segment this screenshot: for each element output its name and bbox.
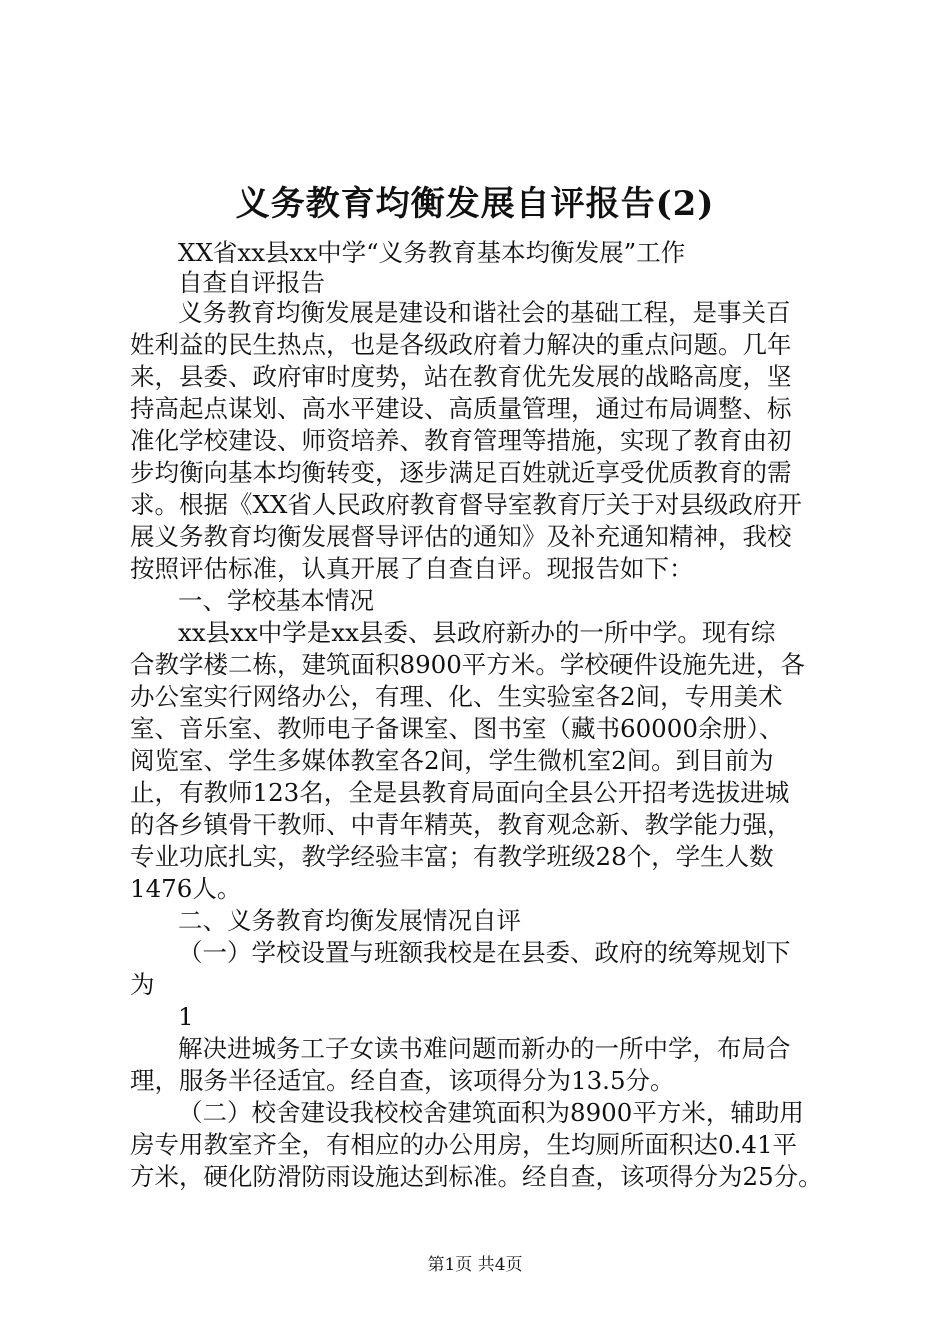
text-line: 合教学楼二栋，建筑面积8900平方米。学校硬件设施先进，各 xyxy=(130,650,805,679)
text-line: 持高起点谋划、高水平建设、高质量管理，通过布局调整、标 xyxy=(130,394,792,423)
page-footer: 第1页 共4页 xyxy=(427,1255,523,1275)
text-line: （一）学校设置与班额我校是在县委、政府的统筹规划下 xyxy=(178,938,791,967)
text-line: 专业功底扎实，教学经验丰富；有教学班级28个，学生人数 xyxy=(130,842,774,871)
text-line: XX省xx县xx中学“义务教育基本均衡发展”工作 xyxy=(178,238,686,267)
text-line: xx县xx中学是xx县委、县政府新办的一所中学。现有综 xyxy=(178,618,776,647)
text-line: 止，有教师123名，全是县教育局面向全县公开招考选拔进城 xyxy=(130,778,790,807)
text-line: 按照评估标准，认真开展了自查自评。现报告如下： xyxy=(130,554,694,583)
text-line: 来，县委、政府审时度势，站在教育优先发展的战略高度，坚 xyxy=(130,362,792,391)
text-line: 准化学校建设、师资培养、教育管理等措施，实现了教育由初 xyxy=(130,426,792,455)
text-line: 义务教育均衡发展是建设和谐社会的基础工程，是事关百 xyxy=(178,298,791,327)
text-line: 自查自评报告 xyxy=(178,268,325,297)
document-title: 义务教育均衡发展自评报告(2) xyxy=(235,184,715,224)
text-line: 方米，硬化防滑防雨设施达到标准。经自查，该项得分为25分。 xyxy=(130,1162,823,1191)
text-line: （二）校舍建设我校校舍建筑面积为8900平方米，辅助用 xyxy=(178,1098,804,1127)
text-line: 展义务教育均衡发展督导评估的通知》及补充通知精神，我校 xyxy=(130,522,792,551)
text-line: 的各乡镇骨干教师、中青年精英，教育观念新、教学能力强， xyxy=(130,810,792,839)
text-line: 为 xyxy=(130,970,155,999)
text-line: 房专用教室齐全，有相应的办公用房，生均厕所面积达0.41平 xyxy=(130,1130,798,1159)
text-line: 理，服务半径适宜。经自查，该项得分为13.5分。 xyxy=(130,1066,675,1095)
text-line: 办公室实行网络办公，有理、化、生实验室各2间，专用美术 xyxy=(130,682,783,711)
text-line: 求。根据《XX省人民政府教育督导室教育厅关于对县级政府开 xyxy=(130,490,802,519)
text-line: 解决进城务工子女读书难问题而新办的一所中学，布局合 xyxy=(178,1034,791,1063)
text-line: 室、音乐室、教师电子备课室、图书室（藏书60000余册）、 xyxy=(130,714,784,743)
section-heading: 二、义务教育均衡发展情况自评 xyxy=(178,906,521,935)
text-line: 1476人。 xyxy=(130,874,242,903)
section-heading: 一、学校基本情况 xyxy=(178,586,374,615)
text-line: 步均衡向基本均衡转变，逐步满足百姓就近享受优质教育的需 xyxy=(130,458,792,487)
text-line: 1 xyxy=(178,1002,194,1031)
text-line: 阅览室、学生多媒体教室各2间，学生微机室2间。到目前为 xyxy=(130,746,774,775)
text-line: 姓利益的民生热点，也是各级政府着力解决的重点问题。几年 xyxy=(130,330,792,359)
